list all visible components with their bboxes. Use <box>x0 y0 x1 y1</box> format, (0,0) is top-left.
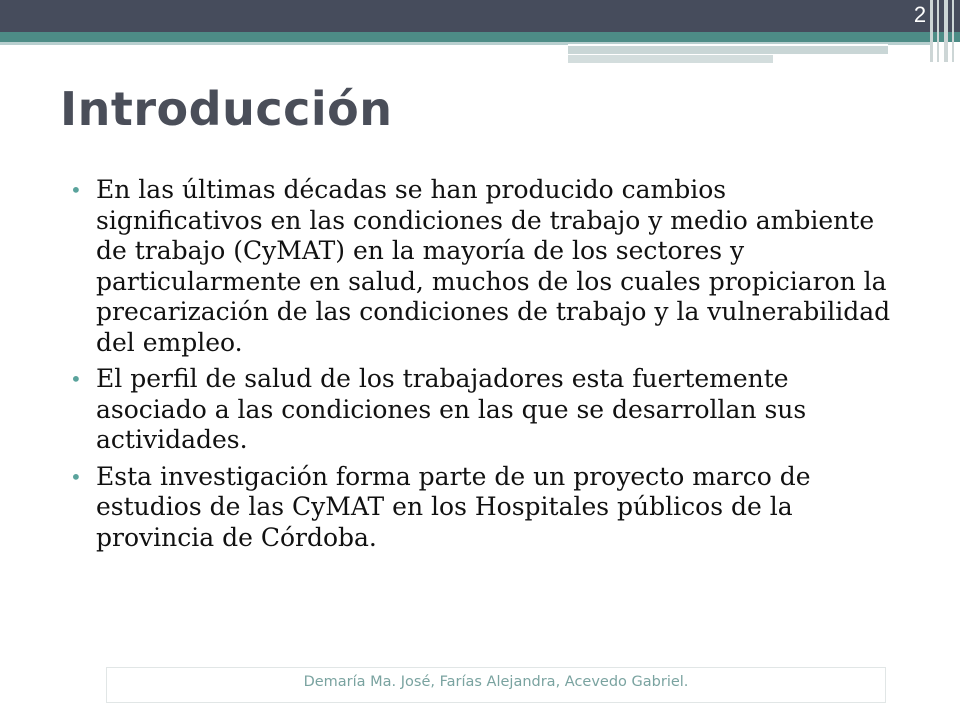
decorative-vertical-line <box>944 0 948 62</box>
bullet-icon: • <box>70 178 82 202</box>
bullet-icon: • <box>70 464 82 489</box>
bullet-list <box>68 175 898 559</box>
decorative-vertical-line <box>937 0 939 62</box>
bullet-item <box>68 462 898 554</box>
page-number: 2 <box>913 2 927 27</box>
accent-band <box>0 32 960 42</box>
footer-authors: Demaría Ma. José, Farías Alejandra, Acevedo Gabriel. <box>303 674 689 690</box>
bullet-text: Esta investigación forma parte de un proyecto marco de estudios de las CyMAT en los Hospitales públicos de la provincia de Córdoba. <box>96 461 811 552</box>
decorative-strip <box>568 44 888 54</box>
slide-title: Introducción <box>60 82 393 136</box>
bullet-item <box>68 175 898 358</box>
header-bar <box>0 0 960 32</box>
decorative-vertical-line <box>952 0 954 62</box>
bullet-text: El perfil de salud de los trabajadores esta fuertemente asociado a las condiciones en las que se desarrollan sus actividades. <box>96 364 807 454</box>
decorative-strip <box>568 55 773 65</box>
bullet-item <box>68 364 898 456</box>
footer <box>106 667 886 703</box>
bullet-icon: • <box>70 367 82 391</box>
bullet-text: En las últimas décadas se han producido cambios significativos en las condiciones de trabajo y medio ambiente de trabajo (CyMAT) en la mayoría de los sectores y particularmente en salud, muchos de los cuales propiciaron la precarización de las condiciones de trabajo y la vulnerabilidad del empleo. <box>96 175 891 357</box>
